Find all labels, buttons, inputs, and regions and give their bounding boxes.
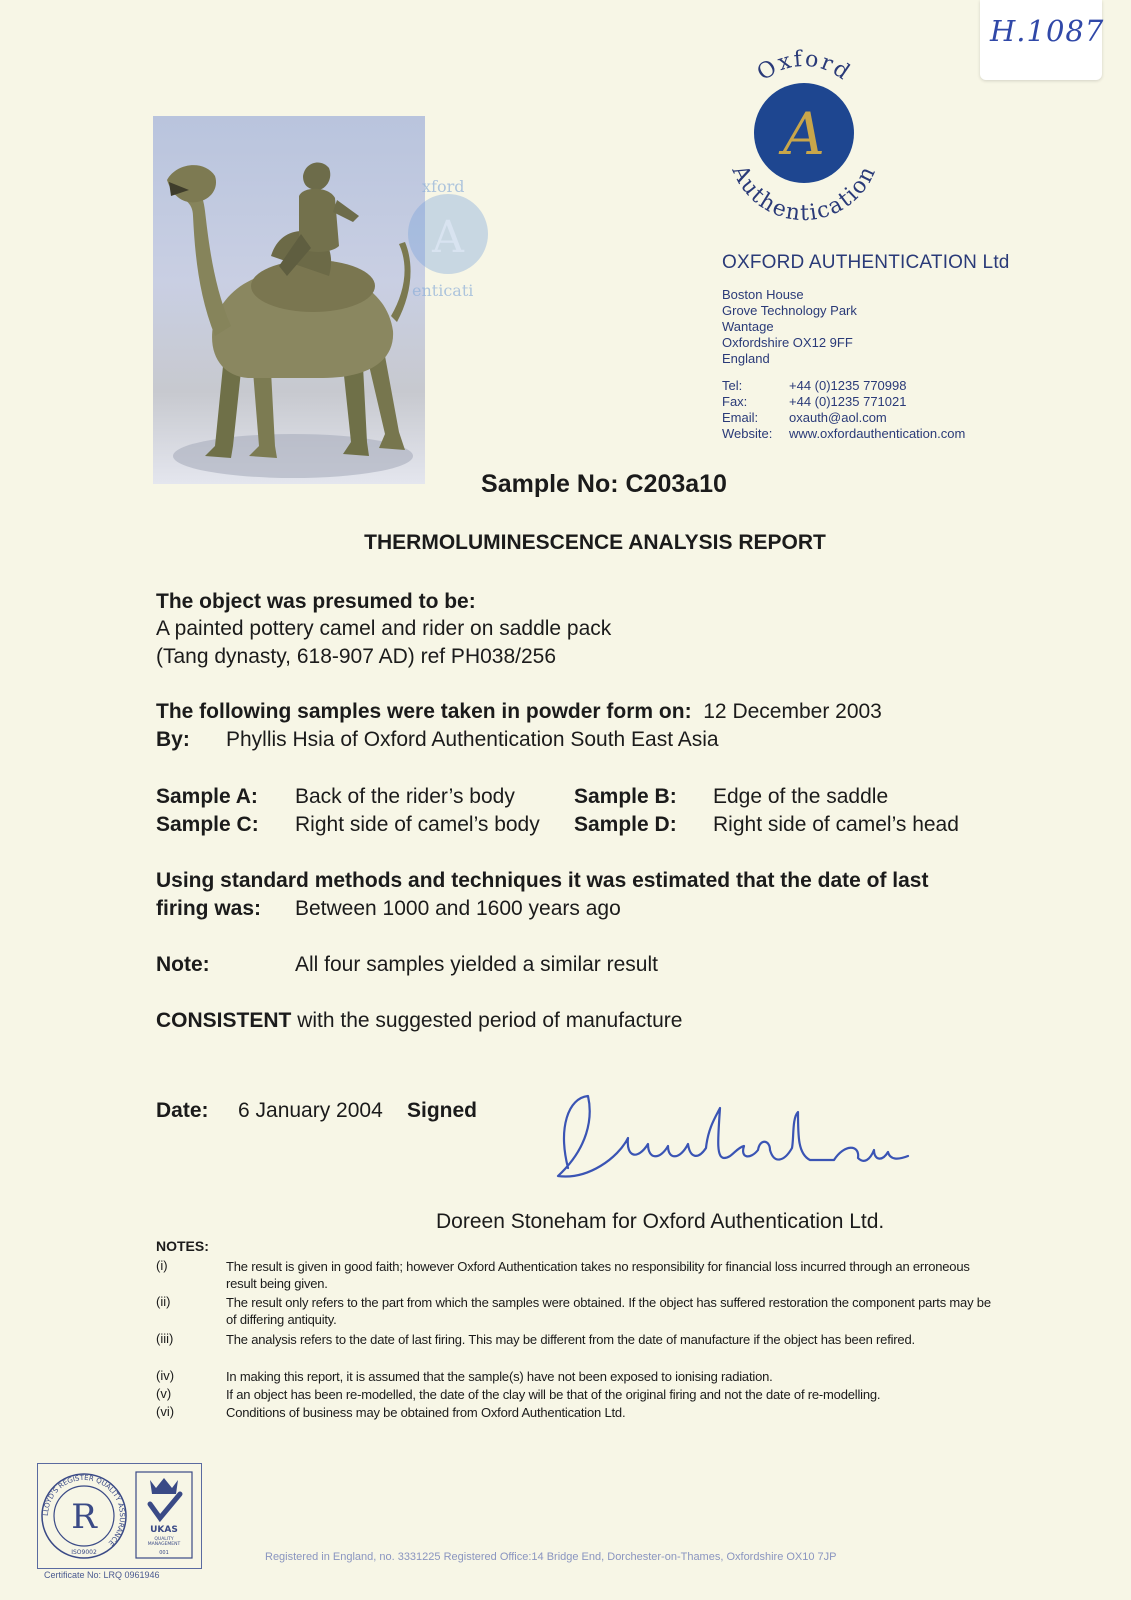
address-line: Grove Technology Park xyxy=(722,303,857,318)
note-number: (iv) xyxy=(156,1368,175,1383)
signatory: Doreen Stoneham for Oxford Authentication Ltd. xyxy=(436,1210,885,1233)
ukas-sub-label: QUALITY xyxy=(154,1537,174,1542)
sampled-by-label: By: xyxy=(156,728,190,751)
note-text: The result only refers to the part from which the samples were obtained. If the object has suffered restoration the component parts may be of differing antiquity. xyxy=(226,1295,991,1327)
ukas-number: 001 xyxy=(159,1550,169,1556)
note-text: The analysis refers to the date of last firing. This may be different from the date of manufacture if the object has been refired. xyxy=(226,1332,915,1347)
fax-value: +44 (0)1235 771021 xyxy=(789,394,907,409)
note-label: Note: xyxy=(156,953,210,976)
note-text: In making this report, it is assumed that the sample(s) have not been exposed to ionising radiation. xyxy=(226,1369,773,1384)
website-value: www.oxfordauthentication.com xyxy=(789,426,966,441)
object-description: A painted pottery camel and rider on saddle pack xyxy=(156,617,612,640)
svg-text:enticati: enticati xyxy=(412,281,474,300)
crown-icon xyxy=(150,1478,178,1494)
company-logo xyxy=(716,40,892,225)
estimate-statement: Using standard methods and techniques it was estimated that the date of last xyxy=(156,869,929,892)
sample-value: Back of the rider’s body xyxy=(295,785,515,808)
logo-bottom-text: Authentication xyxy=(726,161,882,225)
sampled-by-value: Phyllis Hsia of Oxford Authentication South East Asia xyxy=(226,728,719,751)
certificate-number: Certificate No: LRQ 0961946 xyxy=(44,1570,160,1580)
handwritten-ref: H.1087 xyxy=(990,14,1105,48)
conclusion-verdict: CONSISTENT xyxy=(156,1009,292,1032)
registered-office-footer: Registered in England, no. 3331225 Registered Office:14 Bridge End, Dorchester-on-Thames, Oxfordshire OX10 7JP xyxy=(265,1551,837,1563)
sample-label: Sample A: xyxy=(156,785,258,808)
note-text: If an object has been re-modelled, the date of the clay will be that of the original firing and not the date of re-modelling. xyxy=(226,1387,881,1402)
object-label: The object was presumed to be: xyxy=(156,590,476,613)
sample-value: Edge of the saddle xyxy=(713,785,889,808)
report-title: THERMOLUMINESCENCE ANALYSIS REPORT xyxy=(364,531,826,554)
address-line: England xyxy=(722,351,770,366)
note-text: The result is given in good faith; however Oxford Authentication takes no responsibility for financial loss incurred through an erroneous result being given. xyxy=(226,1259,970,1291)
sample-value: Right side of camel’s body xyxy=(295,813,540,836)
date-label: Date: xyxy=(156,1099,209,1122)
email-label: Email: xyxy=(722,410,759,425)
sample-number: Sample No: C203a10 xyxy=(481,470,727,498)
ukas-sub-label: MANAGEMENT xyxy=(147,1542,181,1547)
fax-label: Fax: xyxy=(722,394,748,409)
sampling-line xyxy=(156,698,882,726)
oxford-authentication-stamp xyxy=(392,172,512,302)
tel-value: +44 (0)1235 770998 xyxy=(789,378,907,393)
address-line: Oxfordshire OX12 9FF xyxy=(722,335,853,350)
camel-rider-illustration xyxy=(153,116,425,484)
object-photo xyxy=(153,116,425,484)
email-value: oxauth@aol.com xyxy=(789,410,887,425)
note-text: Conditions of business may be obtained from Oxford Authentication Ltd. xyxy=(226,1405,626,1420)
handwritten-ref-tag xyxy=(980,0,1105,80)
iso-label: ISO9002 xyxy=(71,1549,97,1556)
sample-label: Sample C: xyxy=(156,813,259,836)
estimate-label: firing was: xyxy=(156,897,262,920)
certification-marks xyxy=(37,1463,202,1569)
note-number: (vi) xyxy=(156,1404,175,1419)
sampling-label: The following samples were taken in powder form on: xyxy=(156,700,692,723)
conclusion-text: with the suggested period of manufacture xyxy=(297,1009,683,1032)
conclusion xyxy=(156,1007,682,1035)
note-number: (v) xyxy=(156,1386,172,1401)
svg-text:xford: xford xyxy=(422,177,465,196)
sampling-date: 12 December 2003 xyxy=(703,700,882,723)
company-name: OXFORD AUTHENTICATION Ltd xyxy=(722,252,1010,273)
note-value: All four samples yielded a similar result xyxy=(295,953,658,976)
logo-top-text: Oxford xyxy=(752,46,856,87)
note-number: (i) xyxy=(156,1258,168,1273)
lrqa-ring-text: LLOYD'S REGISTER QUALITY ASSURANCE xyxy=(41,1473,127,1548)
estimate-value: Between 1000 and 1600 years ago xyxy=(295,897,621,920)
notes-title: NOTES: xyxy=(156,1238,209,1254)
handwritten-signature xyxy=(548,1088,928,1188)
signed-label: Signed xyxy=(407,1099,478,1122)
sample-value: Right side of camel’s head xyxy=(713,813,959,836)
note-number: (ii) xyxy=(156,1294,171,1309)
address-line: Boston House xyxy=(722,287,804,302)
object-dating: (Tang dynasty, 618-907 AD) ref PH038/256 xyxy=(156,645,557,668)
lrqa-r-icon: R xyxy=(71,1497,97,1537)
tel-label: Tel: xyxy=(722,378,743,393)
ukas-label: UKAS xyxy=(150,1525,178,1535)
sample-label: Sample D: xyxy=(574,813,677,836)
address-line: Wantage xyxy=(722,319,774,334)
sample-label: Sample B: xyxy=(574,785,677,808)
svg-text:Oxford xyxy=(753,47,856,86)
note-number: (iii) xyxy=(156,1331,174,1346)
website-label: Website: xyxy=(722,426,773,441)
svg-text:A: A xyxy=(432,212,464,263)
logo-letter: A xyxy=(783,100,825,168)
report-date: 6 January 2004 xyxy=(238,1099,383,1122)
tick-icon xyxy=(150,1494,180,1518)
